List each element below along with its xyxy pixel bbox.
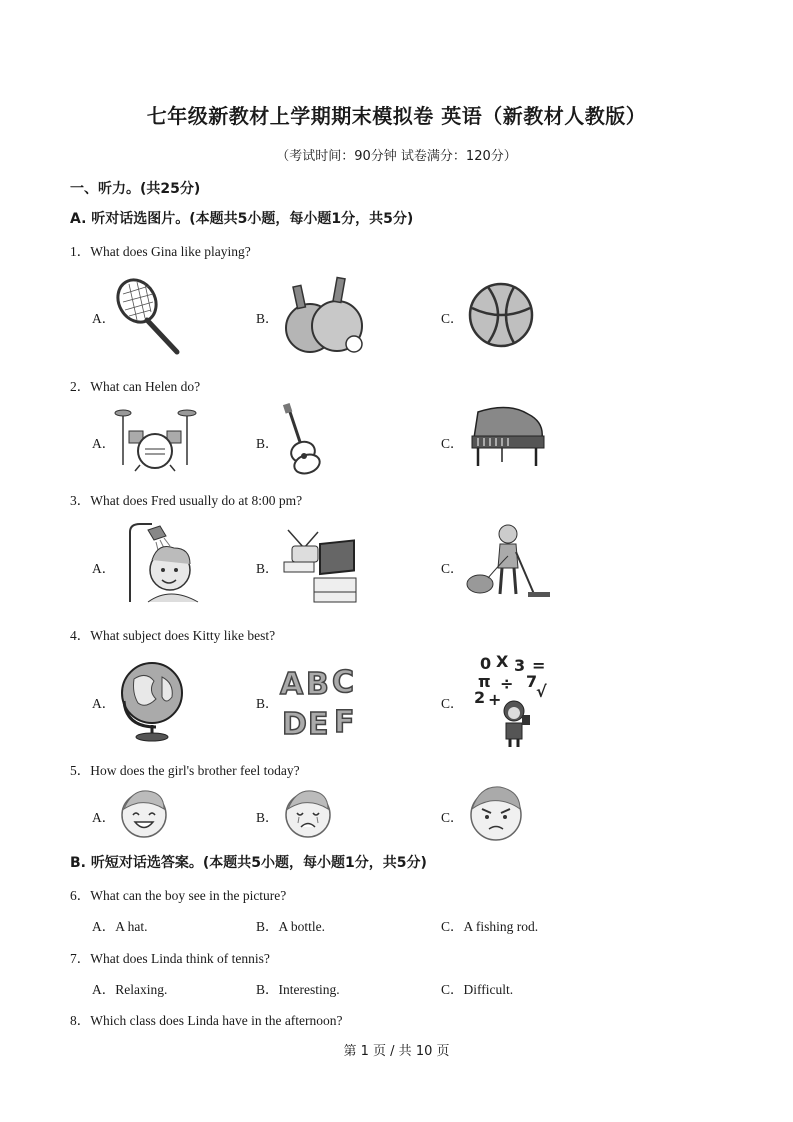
svg-text:E: E xyxy=(308,707,329,742)
question-4: 4．What subject does Kitty like best? xyxy=(70,628,276,643)
svg-text:X: X xyxy=(496,652,509,671)
question-3: 3．What does Fred usually do at 8:00 pm? xyxy=(70,493,303,508)
ping-pong-icon xyxy=(285,276,370,361)
drum-kit-icon xyxy=(115,405,200,473)
option-b-label: B． xyxy=(256,561,279,576)
svg-text:0: 0 xyxy=(480,654,492,673)
option-c: C．A fishing rod. xyxy=(441,919,539,934)
svg-text:3: 3 xyxy=(514,656,526,675)
option-c-label: C． xyxy=(441,561,464,576)
option-c-label: C． xyxy=(441,311,464,326)
question-2: 2．What can Helen do? xyxy=(70,379,201,394)
svg-text:A: A xyxy=(280,667,304,702)
option-a-label: A． xyxy=(92,696,116,711)
option-b-label: B． xyxy=(256,696,279,711)
part-a-title: A. 听对话选图片。(本题共5小题，每小题1分，共5分) xyxy=(70,211,414,227)
question-7: 7．What does Linda think of tennis? xyxy=(70,951,270,966)
option-a-label: A． xyxy=(92,810,116,825)
svg-text:C: C xyxy=(332,665,355,700)
vacuum-cleaning-icon xyxy=(464,524,554,604)
option-b-label: B． xyxy=(256,311,279,326)
page-title: 七年级新教材上学期期末模拟卷 英语（新教材人教版） xyxy=(146,104,647,128)
part-b-title: B. 听短对话选答案。(本题共5小题，每小题1分，共5分) xyxy=(70,855,427,871)
option-a-label: A． xyxy=(92,436,116,451)
question-8: 8．Which class does Linda have in the afternoon? xyxy=(70,1013,343,1028)
option-a: A．A hat. xyxy=(92,919,148,934)
svg-text:F: F xyxy=(334,705,355,740)
svg-text:÷: ÷ xyxy=(500,674,514,693)
option-b: B．Interesting. xyxy=(256,982,340,997)
globe-icon xyxy=(116,657,191,743)
option-c-label: C． xyxy=(441,810,464,825)
tv-watching-icon xyxy=(282,526,362,606)
option-b-label: B． xyxy=(256,436,279,451)
svg-text:B: B xyxy=(306,667,329,702)
option-b-label: B． xyxy=(256,810,279,825)
svg-text:+: + xyxy=(488,690,502,709)
basketball-icon xyxy=(468,282,534,348)
svg-text:D: D xyxy=(282,707,307,742)
question-6: 6．What can the boy see in the picture? xyxy=(70,888,287,903)
option-a-label: A． xyxy=(92,561,116,576)
shower-icon xyxy=(118,522,208,604)
happy-face-icon xyxy=(118,787,170,839)
guitar-icon xyxy=(278,404,323,474)
tennis-racket-icon xyxy=(115,276,185,356)
svg-text:2: 2 xyxy=(474,688,486,707)
alphabet-letters-icon xyxy=(280,658,362,742)
page-number: 第 1 页 / 共 10 页 xyxy=(343,1044,450,1059)
option-a-label: A． xyxy=(92,311,116,326)
math-girl-icon xyxy=(470,653,565,748)
angry-face-icon xyxy=(466,783,526,843)
question-5: 5．How does the girl's brother feel today? xyxy=(70,763,300,778)
option-c-label: C． xyxy=(441,436,464,451)
section-listening-title: 一、听力。(共25分) xyxy=(70,181,201,197)
svg-text:π: π xyxy=(478,672,491,691)
svg-text:=: = xyxy=(532,656,546,675)
option-c: C．Difficult. xyxy=(441,982,514,997)
option-c-label: C． xyxy=(441,696,464,711)
piano-icon xyxy=(468,404,546,472)
question-1: 1．What does Gina like playing? xyxy=(70,244,251,259)
option-b: B．A bottle. xyxy=(256,919,326,934)
exam-info: （考试时间：90分钟 试卷满分：120分） xyxy=(276,149,517,164)
svg-text:√: √ xyxy=(536,682,547,701)
option-a: A．Relaxing. xyxy=(92,982,168,997)
crying-face-icon xyxy=(282,787,334,839)
svg-text:7: 7 xyxy=(526,672,538,691)
